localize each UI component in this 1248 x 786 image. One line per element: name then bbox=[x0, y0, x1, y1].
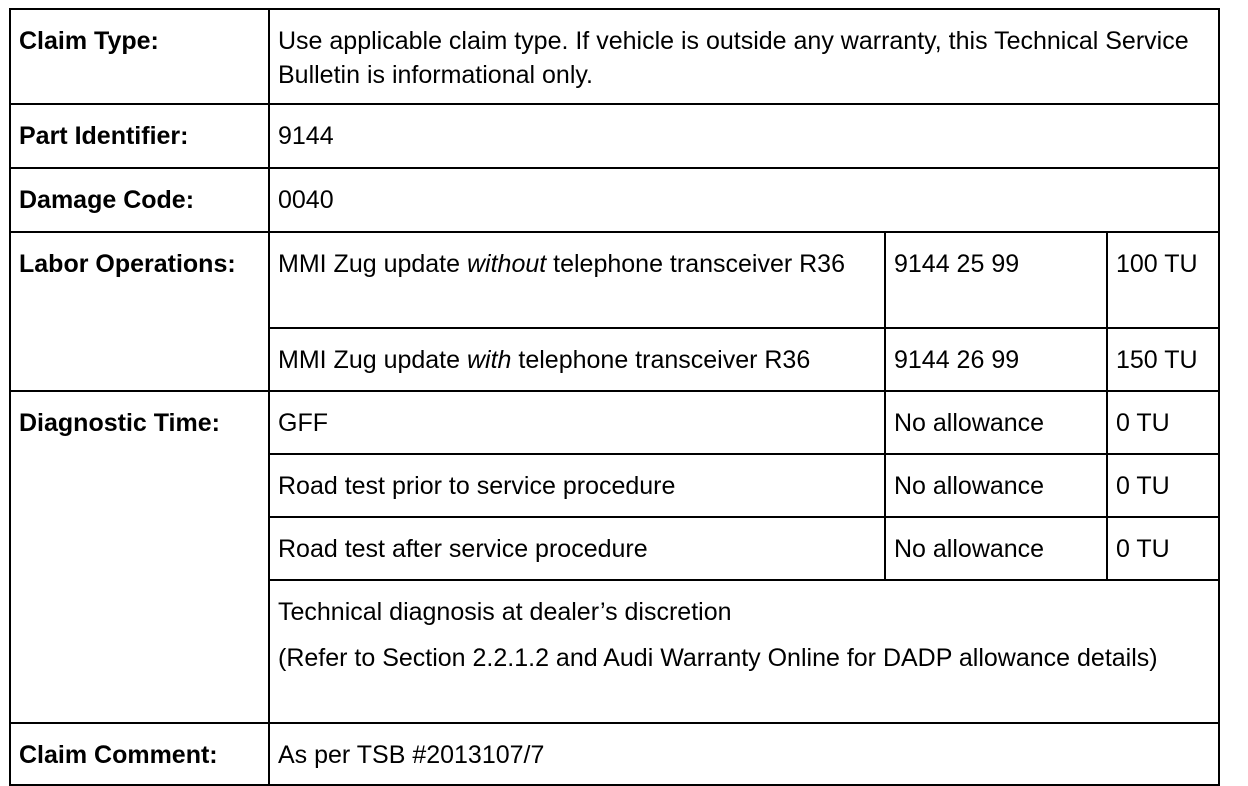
claim-type-row bbox=[10, 9, 1219, 104]
labor-desc-post: telephone transceiver R36 bbox=[546, 250, 845, 278]
diagnostic-allowance: No allowance bbox=[885, 454, 1107, 517]
labor-desc-post: telephone transceiver R36 bbox=[511, 346, 811, 374]
labor-operation-time: 150 TU bbox=[1107, 328, 1219, 391]
diagnostic-description: GFF bbox=[269, 391, 885, 454]
claim-comment-value: As per TSB #2013107/7 bbox=[269, 723, 1219, 785]
labor-desc-emphasis: with bbox=[466, 346, 512, 374]
labor-operation-code: 9144 25 99 bbox=[885, 232, 1107, 328]
labor-desc-emphasis: without bbox=[466, 250, 547, 278]
diagnostic-allowance: No allowance bbox=[885, 391, 1107, 454]
claim-type-label: Claim Type: bbox=[10, 9, 269, 104]
damage-code-row bbox=[10, 168, 1219, 232]
diagnostic-time-value: 0 TU bbox=[1107, 517, 1219, 580]
labor-operation-code: 9144 26 99 bbox=[885, 328, 1107, 391]
diagnostic-time-value: 0 TU bbox=[1107, 454, 1219, 517]
damage-code-label: Damage Code: bbox=[10, 168, 269, 232]
part-identifier-label: Part Identifier: bbox=[10, 104, 269, 168]
diagnostic-note bbox=[269, 580, 1219, 723]
labor-operation-time: 100 TU bbox=[1107, 232, 1219, 328]
diagnostic-description: Road test after service procedure bbox=[269, 517, 885, 580]
claim-info-table bbox=[9, 8, 1220, 786]
technical-diagnosis-note: Technical diagnosis at dealer’s discretion bbox=[278, 598, 732, 626]
claim-comment-label: Claim Comment: bbox=[10, 723, 269, 785]
diagnostic-row bbox=[10, 391, 1219, 454]
diagnostic-time-label: Diagnostic Time: bbox=[10, 391, 269, 723]
part-identifier-row bbox=[10, 104, 1219, 168]
labor-operation-description bbox=[269, 232, 885, 328]
diagnostic-time-value: 0 TU bbox=[1107, 391, 1219, 454]
labor-desc-pre: MMI Zug update bbox=[278, 250, 467, 278]
part-identifier-value: 9144 bbox=[269, 104, 1219, 168]
labor-operation-row bbox=[10, 232, 1219, 328]
labor-operation-description bbox=[269, 328, 885, 391]
diagnostic-allowance: No allowance bbox=[885, 517, 1107, 580]
labor-operations-label: Labor Operations: bbox=[10, 232, 269, 391]
dadp-reference-note: (Refer to Section 2.2.1.2 and Audi Warranty Online for DADP allowance details) bbox=[278, 644, 1158, 672]
claim-type-text: Use applicable claim type. If vehicle is outside any warranty, this Technical Service Bulletin is informational only. bbox=[269, 9, 1219, 104]
labor-desc-pre: MMI Zug update bbox=[278, 346, 467, 374]
claim-comment-row bbox=[10, 723, 1219, 785]
diagnostic-description: Road test prior to service procedure bbox=[269, 454, 885, 517]
damage-code-value: 0040 bbox=[269, 168, 1219, 232]
